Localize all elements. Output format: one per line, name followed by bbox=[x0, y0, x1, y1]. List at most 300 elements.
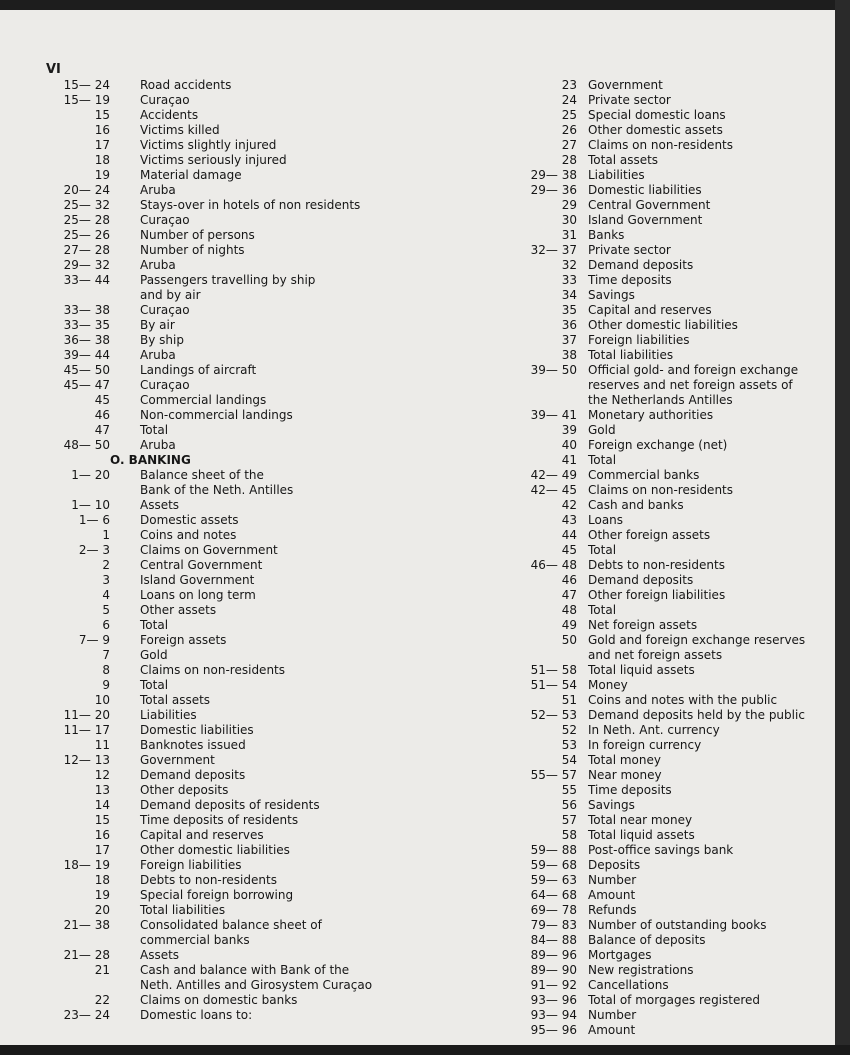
entry-range: 10 bbox=[94, 693, 110, 707]
index-entry bbox=[505, 513, 835, 528]
entry-label: Consolidated balance sheet of bbox=[140, 918, 322, 932]
entry-label: Victims slightly injured bbox=[140, 138, 277, 152]
entry-range: 1 bbox=[102, 528, 110, 542]
entry-range: 45 bbox=[94, 393, 110, 407]
index-entry bbox=[0, 678, 420, 693]
entry-label: Official gold- and foreign exchange bbox=[588, 363, 799, 377]
entry-label: Total bbox=[588, 543, 617, 557]
entry-range: 58 bbox=[561, 828, 577, 842]
index-entry bbox=[505, 693, 835, 708]
index-entry bbox=[0, 153, 420, 168]
index-entry bbox=[0, 198, 420, 213]
entry-label: Time deposits of residents bbox=[140, 813, 299, 827]
entry-label: Post-office savings bank bbox=[588, 843, 734, 857]
index-entry bbox=[505, 123, 835, 138]
entry-label: Total bbox=[140, 618, 169, 632]
index-entry bbox=[0, 348, 420, 363]
entry-label: Refunds bbox=[588, 903, 637, 917]
entry-label: Total near money bbox=[588, 813, 693, 827]
entry-range: 36 bbox=[561, 318, 577, 332]
entry-range: 25— 32 bbox=[63, 198, 110, 212]
entry-range: 9 bbox=[102, 678, 110, 692]
entry-range: 18 bbox=[94, 153, 110, 167]
entry-label: Gold and foreign exchange reserves bbox=[588, 633, 806, 647]
index-entry bbox=[0, 333, 420, 348]
index-entry bbox=[0, 243, 420, 258]
entry-range: 54 bbox=[561, 753, 577, 767]
index-page bbox=[0, 10, 835, 1045]
index-entry bbox=[0, 543, 420, 558]
entry-range: 17 bbox=[94, 843, 110, 857]
entry-range: 16 bbox=[94, 123, 110, 137]
entry-label: Central Government bbox=[588, 198, 711, 212]
index-entry bbox=[505, 918, 835, 933]
entry-range: 39— 44 bbox=[63, 348, 110, 362]
index-entry bbox=[505, 978, 835, 993]
index-entry bbox=[505, 468, 835, 483]
index-entry bbox=[0, 453, 420, 468]
index-entry bbox=[505, 138, 835, 153]
entry-range: 39— 50 bbox=[530, 363, 577, 377]
entry-label: Demand deposits of residents bbox=[140, 798, 320, 812]
entry-range: 51— 54 bbox=[530, 678, 577, 692]
index-entry bbox=[505, 153, 835, 168]
entry-range: 7— 9 bbox=[78, 633, 110, 647]
index-entry bbox=[0, 78, 420, 93]
index-entry bbox=[0, 798, 420, 813]
entry-range: 1— 20 bbox=[71, 468, 110, 482]
index-entry bbox=[0, 123, 420, 138]
index-entry bbox=[505, 378, 835, 393]
index-entry bbox=[0, 183, 420, 198]
entry-label: Deposits bbox=[588, 858, 641, 872]
index-entry bbox=[0, 513, 420, 528]
index-entry bbox=[505, 843, 835, 858]
index-entry bbox=[505, 453, 835, 468]
entry-label: Victims seriously injured bbox=[140, 153, 287, 167]
entry-label: Material damage bbox=[140, 168, 242, 182]
index-entry bbox=[505, 723, 835, 738]
entry-range: 18— 19 bbox=[63, 858, 110, 872]
entry-range: 46 bbox=[94, 408, 110, 422]
entry-label: Total bbox=[588, 603, 617, 617]
entry-range: 59— 63 bbox=[530, 873, 577, 887]
index-entry bbox=[0, 963, 420, 978]
index-entry bbox=[0, 948, 420, 963]
entry-label: Victims killed bbox=[140, 123, 220, 137]
entry-label: Assets bbox=[140, 498, 180, 512]
index-entry bbox=[505, 678, 835, 693]
entry-label: Road accidents bbox=[140, 78, 232, 92]
entry-label: Domestic loans to: bbox=[140, 1008, 253, 1022]
entry-label: Domestic assets bbox=[140, 513, 239, 527]
entry-range: 29— 36 bbox=[530, 183, 577, 197]
entry-label: Total bbox=[140, 423, 169, 437]
entry-range: 32 bbox=[561, 258, 577, 272]
entry-range: 55 bbox=[561, 783, 577, 797]
index-entry bbox=[505, 813, 835, 828]
index-entry bbox=[0, 573, 420, 588]
entry-label: In foreign currency bbox=[588, 738, 702, 752]
entry-label: Other domestic liabilities bbox=[140, 843, 290, 857]
index-entry bbox=[505, 1008, 835, 1023]
entry-label: Claims on domestic banks bbox=[140, 993, 298, 1007]
entry-range: 40 bbox=[561, 438, 577, 452]
entry-range: 23— 24 bbox=[63, 1008, 110, 1022]
index-entry bbox=[0, 618, 420, 633]
entry-label: Foreign liabilities bbox=[140, 858, 242, 872]
index-entry bbox=[0, 828, 420, 843]
entry-label: New registrations bbox=[588, 963, 694, 977]
index-entry bbox=[505, 783, 835, 798]
entry-label: By air bbox=[140, 318, 175, 332]
entry-range: 15— 19 bbox=[63, 93, 110, 107]
entry-label: Total liabilities bbox=[588, 348, 674, 362]
entry-label: Money bbox=[588, 678, 628, 692]
entry-range: 1— 6 bbox=[78, 513, 110, 527]
scan-bottom-border bbox=[0, 1045, 850, 1055]
index-entry bbox=[505, 273, 835, 288]
entry-range: 38 bbox=[561, 348, 577, 362]
entry-range: 27— 28 bbox=[63, 243, 110, 257]
entry-range: 59— 88 bbox=[530, 843, 577, 857]
entry-label: Coins and notes bbox=[140, 528, 237, 542]
entry-range: 21 bbox=[94, 963, 110, 977]
entry-label: Loans bbox=[588, 513, 624, 527]
entry-label: Other domestic assets bbox=[588, 123, 723, 137]
entry-range: 2— 3 bbox=[78, 543, 110, 557]
index-entry bbox=[0, 258, 420, 273]
entry-range: 12 bbox=[94, 768, 110, 782]
entry-range: 46 bbox=[561, 573, 577, 587]
entry-label: Demand deposits bbox=[588, 573, 694, 587]
entry-label: Demand deposits held by the public bbox=[588, 708, 805, 722]
entry-label: Total of morgages registered bbox=[588, 993, 761, 1007]
entry-range: 18 bbox=[94, 873, 110, 887]
entry-label: By ship bbox=[140, 333, 184, 347]
index-entry bbox=[505, 168, 835, 183]
index-entry bbox=[505, 648, 835, 663]
entry-label: Net foreign assets bbox=[588, 618, 698, 632]
entry-label: Aruba bbox=[140, 183, 176, 197]
entry-range: 32— 37 bbox=[530, 243, 577, 257]
entry-label: Curaçao bbox=[140, 93, 190, 107]
entry-range: 64— 68 bbox=[530, 888, 577, 902]
entry-range: 56 bbox=[561, 798, 577, 812]
entry-label: Aruba bbox=[140, 348, 176, 362]
entry-label: Non-commercial landings bbox=[140, 408, 293, 422]
entry-label: Banks bbox=[588, 228, 625, 242]
entry-label: Claims on non-residents bbox=[588, 483, 734, 497]
section-heading: O. BANKING bbox=[110, 453, 191, 467]
entry-range: 45— 50 bbox=[63, 363, 110, 377]
entry-label: Near money bbox=[588, 768, 662, 782]
entry-range: 14 bbox=[94, 798, 110, 812]
entry-label: reserves and net foreign assets of bbox=[588, 378, 793, 392]
index-entry bbox=[0, 783, 420, 798]
index-entry bbox=[0, 588, 420, 603]
entry-label: Debts to non-residents bbox=[140, 873, 277, 887]
index-entry bbox=[0, 273, 420, 288]
entry-label: the Netherlands Antilles bbox=[588, 393, 733, 407]
entry-range: 12— 13 bbox=[63, 753, 110, 767]
index-entry bbox=[0, 888, 420, 903]
entry-range: 47 bbox=[94, 423, 110, 437]
entry-range: 31 bbox=[561, 228, 577, 242]
index-entry bbox=[505, 213, 835, 228]
index-entry bbox=[0, 933, 420, 948]
entry-label: Stays-over in hotels of non residents bbox=[140, 198, 361, 212]
entry-label: Claims on Government bbox=[140, 543, 278, 557]
entry-label: Number of outstanding books bbox=[588, 918, 767, 932]
scan-top-border bbox=[0, 0, 850, 10]
index-entry bbox=[0, 723, 420, 738]
entry-range: 1— 10 bbox=[71, 498, 110, 512]
entry-range: 21— 38 bbox=[63, 918, 110, 932]
entry-range: 34 bbox=[561, 288, 577, 302]
index-entry bbox=[505, 963, 835, 978]
entry-range: 79— 83 bbox=[530, 918, 577, 932]
entry-label: Other domestic liabilities bbox=[588, 318, 738, 332]
entry-label: Gold bbox=[140, 648, 168, 662]
index-entry bbox=[505, 243, 835, 258]
index-entry bbox=[0, 393, 420, 408]
index-entry bbox=[505, 108, 835, 123]
index-entry bbox=[505, 288, 835, 303]
index-entry bbox=[505, 348, 835, 363]
index-entry bbox=[505, 663, 835, 678]
entry-range: 19 bbox=[94, 168, 110, 182]
entry-range: 39 bbox=[561, 423, 577, 437]
entry-range: 45— 47 bbox=[63, 378, 110, 392]
entry-range: 89— 90 bbox=[530, 963, 577, 977]
index-entry bbox=[505, 483, 835, 498]
entry-label: Other assets bbox=[140, 603, 217, 617]
entry-label: Amount bbox=[588, 1023, 636, 1037]
index-entry bbox=[505, 888, 835, 903]
entry-range: 43 bbox=[561, 513, 577, 527]
entry-label: Number bbox=[588, 873, 637, 887]
index-entry bbox=[0, 528, 420, 543]
entry-range: 21— 28 bbox=[63, 948, 110, 962]
entry-label: Cash and balance with Bank of the bbox=[140, 963, 350, 977]
entry-range: 26 bbox=[561, 123, 577, 137]
entry-range: 33— 38 bbox=[63, 303, 110, 317]
entry-label: Savings bbox=[588, 798, 635, 812]
index-entry bbox=[505, 363, 835, 378]
index-entry bbox=[505, 948, 835, 963]
index-entry bbox=[0, 708, 420, 723]
entry-range: 89— 96 bbox=[530, 948, 577, 962]
entry-label: Special domestic loans bbox=[588, 108, 726, 122]
index-entry bbox=[505, 858, 835, 873]
entry-range: 93— 96 bbox=[530, 993, 577, 1007]
entry-label: Curaçao bbox=[140, 303, 190, 317]
entry-range: 45 bbox=[561, 543, 577, 557]
entry-range: 25 bbox=[561, 108, 577, 122]
entry-range: 52— 53 bbox=[530, 708, 577, 722]
index-entry bbox=[505, 528, 835, 543]
index-entry bbox=[505, 228, 835, 243]
index-entry bbox=[0, 993, 420, 1008]
entry-label: Total liabilities bbox=[140, 903, 226, 917]
entry-label: Central Government bbox=[140, 558, 263, 572]
entry-label: Curaçao bbox=[140, 213, 190, 227]
entry-label: Cancellations bbox=[588, 978, 669, 992]
entry-range: 52 bbox=[561, 723, 577, 737]
entry-label: Debts to non-residents bbox=[588, 558, 725, 572]
index-entry bbox=[505, 933, 835, 948]
index-entry bbox=[505, 1023, 835, 1038]
entry-range: 20— 24 bbox=[63, 183, 110, 197]
entry-range: 30 bbox=[561, 213, 577, 227]
index-entry bbox=[0, 138, 420, 153]
index-entry bbox=[505, 423, 835, 438]
index-entry bbox=[0, 768, 420, 783]
entry-label: Total liquid assets bbox=[588, 828, 695, 842]
index-entry bbox=[505, 828, 835, 843]
entry-range: 6 bbox=[102, 618, 110, 632]
entry-range: 5 bbox=[102, 603, 110, 617]
entry-label: Island Government bbox=[140, 573, 255, 587]
entry-range: 20 bbox=[94, 903, 110, 917]
index-entry bbox=[505, 903, 835, 918]
entry-label: Time deposits bbox=[588, 273, 672, 287]
index-entry bbox=[505, 738, 835, 753]
entry-range: 25— 26 bbox=[63, 228, 110, 242]
entry-range: 16 bbox=[94, 828, 110, 842]
entry-label: Domestic liabilities bbox=[588, 183, 702, 197]
index-entry bbox=[0, 303, 420, 318]
entry-range: 22 bbox=[94, 993, 110, 1007]
index-entry bbox=[505, 408, 835, 423]
index-entry bbox=[0, 813, 420, 828]
entry-range: 53 bbox=[561, 738, 577, 752]
index-entry bbox=[0, 213, 420, 228]
entry-label: Total money bbox=[588, 753, 661, 767]
index-entry bbox=[505, 798, 835, 813]
entry-range: 29— 32 bbox=[63, 258, 110, 272]
entry-label: Foreign liabilities bbox=[588, 333, 690, 347]
entry-label: Neth. Antilles and Girosystem Curaçao bbox=[140, 978, 373, 992]
entry-label: Total assets bbox=[140, 693, 211, 707]
entry-range: 4 bbox=[102, 588, 110, 602]
entry-range: 51 bbox=[561, 693, 577, 707]
entry-range: 84— 88 bbox=[530, 933, 577, 947]
entry-label: Other deposits bbox=[140, 783, 229, 797]
index-entry bbox=[505, 393, 835, 408]
entry-label: Savings bbox=[588, 288, 635, 302]
entry-label: and net foreign assets bbox=[588, 648, 723, 662]
index-entry bbox=[505, 873, 835, 888]
entry-range: 15— 24 bbox=[63, 78, 110, 92]
index-entry bbox=[0, 648, 420, 663]
scan-right-edge bbox=[835, 0, 850, 1055]
index-entry bbox=[505, 543, 835, 558]
entry-range: 15 bbox=[94, 108, 110, 122]
entry-range: 33 bbox=[561, 273, 577, 287]
entry-label: Number of nights bbox=[140, 243, 245, 257]
entry-label: Government bbox=[140, 753, 215, 767]
entry-label: Amount bbox=[588, 888, 636, 902]
index-entry bbox=[0, 378, 420, 393]
entry-label: Total liquid assets bbox=[588, 663, 695, 677]
entry-label: Mortgages bbox=[588, 948, 652, 962]
entry-label: Monetary authorities bbox=[588, 408, 714, 422]
entry-label: Total bbox=[588, 453, 617, 467]
entry-label: Passengers travelling by ship bbox=[140, 273, 316, 287]
entry-label: In Neth. Ant. currency bbox=[588, 723, 720, 737]
entry-range: 57 bbox=[561, 813, 577, 827]
index-entry bbox=[505, 78, 835, 93]
entry-label: Banknotes issued bbox=[140, 738, 246, 752]
index-entry bbox=[505, 753, 835, 768]
index-entry bbox=[0, 738, 420, 753]
index-entry bbox=[0, 858, 420, 873]
entry-label: Balance sheet of the bbox=[140, 468, 264, 482]
index-entry bbox=[0, 168, 420, 183]
index-entry bbox=[505, 573, 835, 588]
entry-label: Aruba bbox=[140, 258, 176, 272]
entry-range: 3 bbox=[102, 573, 110, 587]
index-entry bbox=[505, 318, 835, 333]
index-entry bbox=[505, 633, 835, 648]
entry-range: 23 bbox=[561, 78, 577, 92]
entry-range: 19 bbox=[94, 888, 110, 902]
index-entry bbox=[505, 618, 835, 633]
index-entry bbox=[505, 708, 835, 723]
index-entry bbox=[0, 228, 420, 243]
index-entry bbox=[0, 978, 420, 993]
entry-range: 15 bbox=[94, 813, 110, 827]
index-entry bbox=[0, 873, 420, 888]
index-entry bbox=[505, 993, 835, 1008]
entry-label: Foreign assets bbox=[140, 633, 227, 647]
index-entry bbox=[0, 288, 420, 303]
index-entry bbox=[505, 303, 835, 318]
index-entry bbox=[0, 363, 420, 378]
entry-label: Commercial banks bbox=[588, 468, 700, 482]
entry-range: 93— 94 bbox=[530, 1008, 577, 1022]
entry-label: Coins and notes with the public bbox=[588, 693, 778, 707]
entry-label: Claims on non-residents bbox=[588, 138, 734, 152]
entry-range: 17 bbox=[94, 138, 110, 152]
index-entry bbox=[0, 843, 420, 858]
entry-range: 42— 49 bbox=[530, 468, 577, 482]
index-entry bbox=[0, 753, 420, 768]
index-entry bbox=[0, 318, 420, 333]
entry-range: 95— 96 bbox=[530, 1023, 577, 1037]
entry-label: Demand deposits bbox=[588, 258, 694, 272]
entry-range: 41 bbox=[561, 453, 577, 467]
entry-label: Foreign exchange (net) bbox=[588, 438, 728, 452]
entry-range: 91— 92 bbox=[530, 978, 577, 992]
entry-range: 2 bbox=[102, 558, 110, 572]
entry-range: 29 bbox=[561, 198, 577, 212]
entry-range: 46— 48 bbox=[530, 558, 577, 572]
index-entry bbox=[505, 603, 835, 618]
entry-range: 47 bbox=[561, 588, 577, 602]
entry-label: Commercial landings bbox=[140, 393, 267, 407]
index-entry bbox=[505, 333, 835, 348]
entry-label: Claims on non-residents bbox=[140, 663, 286, 677]
entry-range: 28 bbox=[561, 153, 577, 167]
entry-range: 44 bbox=[561, 528, 577, 542]
entry-range: 29— 38 bbox=[530, 168, 577, 182]
entry-label: Domestic liabilities bbox=[140, 723, 254, 737]
entry-label: Aruba bbox=[140, 438, 176, 452]
index-entry bbox=[0, 498, 420, 513]
